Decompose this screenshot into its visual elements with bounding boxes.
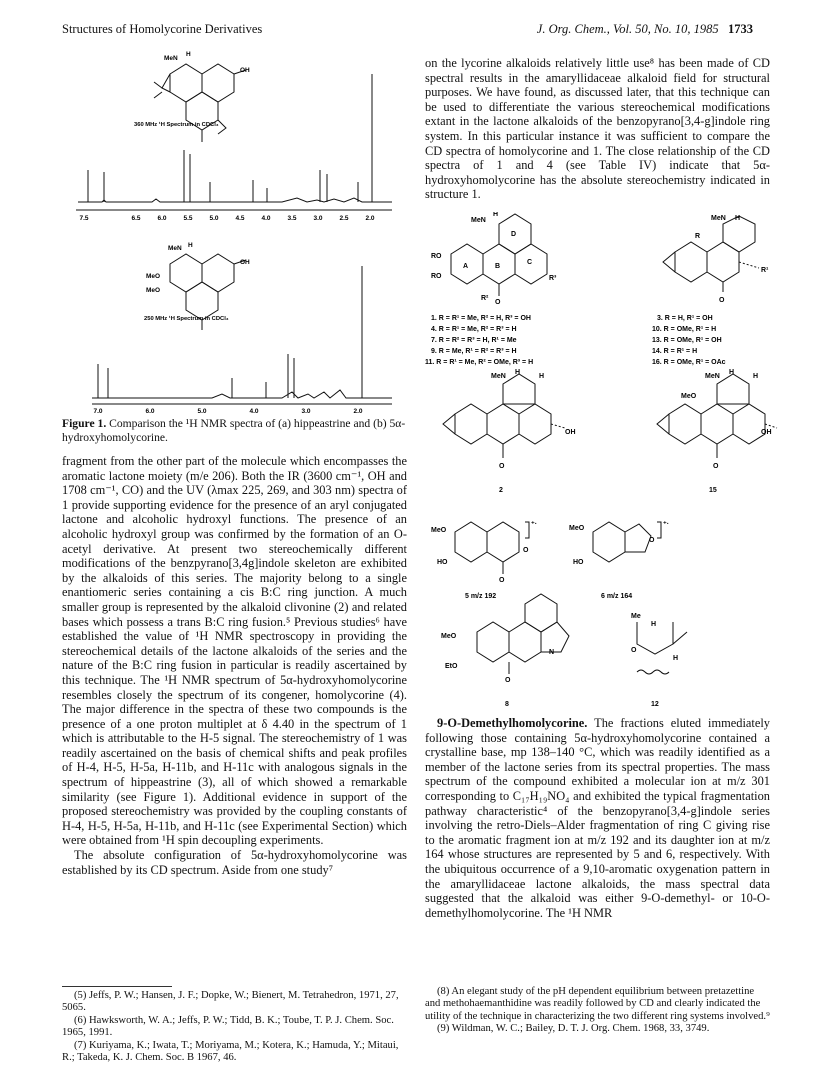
footnotes-left bbox=[62, 990, 407, 1064]
svg-text:10. R = OMe, R¹ = H: 10. R = OMe, R¹ = H bbox=[652, 326, 717, 333]
left-paragraph-1: fragment from the other part of the molecule which encompasses the aromatic lactone moiety (m/e 206). Both the IR (3600 cm⁻¹, OH and 1708 cm⁻¹, CO) and the UV (λmax 225, 269, and 303 nm) spectra of 1 provide supporting evidence for the presence of an aryl conjugated lactone and alcoholic hydroxyl functions. The presence of an alcoholic hydroxyl group was confirmed by the formation of an O-acetyl derivative. At present two stereochemically different modifications of the benzpyrano[3,4g]indole skeleton are exhibited by the alkaloids of this series. The majority belong to a single enantiomeric series containing a cis B:C ring junction. A much smaller group is represented by the alkaloid clivonine (2) and related bases which possess a trans B:C ring fusion.⁵ Previous studies⁶ have established the value of ¹H NMR spectroscopy in providing the stereochemical details of the lactone alkaloids of the series and the nature of the B:C ring fusion in particular is readily ascertained by this technique. The ¹H NMR spectrum of 5α-hydroxyhomolycorine resembles closely the spectrum of its congener, homolycorine (4). The major difference in the spectra of these two compounds is the presence of a one proton multiplet at δ 4.40 in the spectrum of 1 which is attributable to the H-5 signal. The stereochemistry of 1 was readily ascertained on the basis of chemical shifts and peak profiles of H-4, H-5, H-5a, H-11b, and H-11c with analogous signals in the spectrum of hippeastrine (3), all of which showed a remarkable similarity (see Figure 1). Additional evidence in support of the proposed stereochemistry was provided by the coupling constants of H-4, H-5, H-5a, H-11b, and H-11c (see Experimental Section) which were obtained from ¹H spin decoupling experiments. bbox=[62, 454, 407, 848]
svg-text:5.0: 5.0 bbox=[197, 408, 207, 414]
right-paragraph-2: The fractions eluted immediately following those containing 5α-hydroxyhomolycorine contained a crystalline base, mp 138–140 °C, which was readily identified as a member of the lactone series from its spectral properties. The mass spectrum of the compound exhibited a molecular ion at m/z 301 corresponding to C₁₇H₁₉NO₄ and exhibited the typical fragmentation pathway characteristic⁴ of the benzopyrano[3,4-g]indole series involving the retro-Diels–Alder fragmentation of ring C giving rise to the aromatic fragment ion at m/z 192 and its daughter ion at m/z 164 whose structures are represented by 5 and 6, respectively. With the ubiquitous occurrence of a 9,10-aromatic oxygenation pattern in the amaryllidaceae lactone alkaloids, the mass spectral data suggested that the alkaloid was either 9-O-demethyl- or 10-O-demethylhomolycorine. The ¹H NMR bbox=[425, 716, 770, 920]
structure-hippeastrine bbox=[154, 64, 246, 142]
figure-caption-text: Comparison the ¹H NMR spectra of (a) hippeastrine and (b) 5α-hydroxyhomolycorine. bbox=[62, 417, 406, 444]
label-oh-15: OH bbox=[761, 429, 772, 436]
svg-text:2.0: 2.0 bbox=[353, 408, 363, 414]
section-heading-9-o-demethylhomolycorine: 9-O-Demethylhomolycorine. bbox=[437, 716, 588, 730]
label-o-carbonyl-3: O bbox=[719, 297, 725, 304]
label-o-15: O bbox=[713, 463, 719, 470]
footnote-8: (8) An elegant study of the pH dependent equilibrium between pretazettine and methohaemanthidine was readily followed by CD and clearly indicated the utility of the technique in characterizing the two different ring systems involved.⁹ bbox=[425, 986, 770, 1022]
svg-text:2.5: 2.5 bbox=[339, 215, 349, 222]
svg-text:7.0: 7.0 bbox=[93, 408, 103, 414]
svg-text:3. R = H, R¹ = OH: 3. R = H, R¹ = OH bbox=[657, 315, 713, 322]
label-o-12: O bbox=[631, 647, 637, 654]
footnote-9: (9) Wildman, W. C.; Bailey, D. T. J. Org. Chem. 1968, 33, 3749. bbox=[437, 1023, 710, 1035]
footnote-rule-left bbox=[62, 986, 172, 987]
label-n-8: N bbox=[549, 649, 555, 656]
struct-a-oh: OH bbox=[240, 67, 250, 74]
svg-text:1. R = R¹ = Me, R² = H, R³ =: 1. R = R¹ = Me, R² = H, R³ = OH bbox=[431, 315, 531, 322]
svg-text:6.5: 6.5 bbox=[131, 215, 141, 222]
label-o-carbonyl-1: O bbox=[495, 299, 501, 306]
svg-text:5.0: 5.0 bbox=[209, 215, 219, 222]
compound-label-6: 6 m/z 164 bbox=[601, 593, 633, 600]
label-o-6: O bbox=[649, 537, 655, 544]
figure-caption-prefix: Figure 1. bbox=[62, 417, 107, 430]
compound-label-2: 2 bbox=[499, 487, 503, 494]
right-paragraph-1: on the lycorine alkaloids relatively little use⁸ has been made of CD spectral results in the amaryllidaceae alkaloid field for structural purposes. We have found, as discussed later, that this technique can be used to differentiate the various stereochemical modifications extant in the lactone alkaloids of the benzopyrano[3,4-g]indole ring system. In this particular instance it was sufficient to compare the CD spectra of homolycorine and 1. The close relationship of the CD spectra of 1 and 4 (see Table IV) indicate that 5α-hydroxyhomolycorine has the absolute stereochemistry indicated in structure 1. bbox=[425, 56, 770, 202]
figure-1-caption bbox=[62, 417, 407, 444]
label-ring-a: A bbox=[463, 263, 469, 270]
label-o-5-carbonyl: O bbox=[499, 577, 505, 584]
compound-label-15: 15 bbox=[709, 487, 717, 494]
left-column-text bbox=[62, 454, 407, 877]
svg-text:13. R = OMe, R¹ = OH: 13. R = OMe, R¹ = OH bbox=[652, 337, 722, 344]
svg-text:3.0: 3.0 bbox=[313, 215, 323, 222]
label-oh-2: OH bbox=[565, 429, 576, 436]
svg-text:4.5: 4.5 bbox=[235, 215, 245, 222]
figure-1-nmr-spectra bbox=[62, 42, 407, 414]
svg-text:6.0: 6.0 bbox=[157, 215, 167, 222]
label-h-1: H bbox=[493, 212, 499, 218]
structure-5-fragment bbox=[455, 522, 529, 574]
label-ring-d: D bbox=[511, 231, 517, 238]
structure-15 bbox=[657, 374, 777, 458]
structure-12 bbox=[637, 622, 687, 674]
compound-label-12: 12 bbox=[651, 701, 659, 708]
label-ro-2: RO bbox=[431, 273, 442, 280]
footnotes-right bbox=[425, 986, 770, 1036]
label-me-12: Me bbox=[631, 613, 641, 620]
svg-text:3.0: 3.0 bbox=[301, 408, 311, 414]
label-h-12a: H bbox=[651, 621, 657, 628]
svg-text:3.5: 3.5 bbox=[287, 215, 297, 222]
svg-text:9. R = Me, R¹ = R² = R³ = H: 9. R = Me, R¹ = R² = R³ = H bbox=[431, 348, 517, 355]
label-men-3: MeN bbox=[711, 215, 726, 222]
spectrum-b-label: 250 MHz ¹H Spectrum in CDCl₃ bbox=[144, 316, 229, 322]
svg-text:5.5: 5.5 bbox=[183, 215, 193, 222]
label-meo-5: MeO bbox=[431, 527, 447, 534]
page-number: 1733 bbox=[728, 22, 753, 36]
svg-text:16. R = OMe, R¹ = OAc: 16. R = OMe, R¹ = OAc bbox=[652, 359, 726, 366]
label-r1: R¹ bbox=[761, 267, 769, 274]
label-h-3: H bbox=[735, 215, 741, 222]
left-paragraph-2: The absolute configuration of 5α-hydroxyhomolycorine was established by its CD spectrum. Aside from one study⁷ bbox=[62, 848, 407, 877]
struct-a-men: MeN bbox=[164, 55, 178, 62]
struct-b-meo-2: MeO bbox=[146, 287, 161, 294]
label-ro-1: RO bbox=[431, 253, 442, 260]
struct-b-meo-1: MeO bbox=[146, 273, 161, 280]
label-meo-6: MeO bbox=[569, 525, 585, 532]
struct-b-h: H bbox=[188, 242, 193, 249]
chemical-structures bbox=[425, 212, 780, 712]
spectrum-a-peaks bbox=[88, 74, 372, 202]
spectrum-b bbox=[92, 242, 392, 414]
label-r3: R³ bbox=[549, 275, 557, 282]
label-r: R bbox=[695, 233, 701, 240]
label-ho-5: HO bbox=[437, 559, 448, 566]
label-meo-8: MeO bbox=[441, 633, 457, 640]
label-ring-b: B bbox=[495, 263, 501, 270]
structure-2-clivonine bbox=[443, 374, 565, 458]
compound-label-5: 5 m/z 192 bbox=[465, 593, 497, 600]
label-r2: R² bbox=[481, 295, 489, 302]
struct-b-oh: OH bbox=[240, 259, 250, 266]
svg-text:2.0: 2.0 bbox=[365, 215, 375, 222]
spectrum-a bbox=[76, 51, 392, 222]
compound-list-right bbox=[652, 315, 726, 366]
label-radical-6: ⁺· bbox=[663, 521, 670, 528]
svg-text:4.0: 4.0 bbox=[261, 215, 271, 222]
label-radical-5: ⁺· bbox=[531, 521, 538, 528]
right-column-bottom-text bbox=[425, 716, 770, 920]
structure-general-lactone bbox=[451, 214, 547, 296]
label-h-2b: H bbox=[539, 373, 545, 380]
label-o-2: O bbox=[499, 463, 505, 470]
struct-b-men: MeN bbox=[168, 245, 182, 252]
footnote-5: (5) Jeffs, P. W.; Hansen, J. F.; Dopke, W.; Bienert, M. Tetrahedron, 1971, 27, 5065. bbox=[62, 990, 399, 1014]
svg-text:4.0: 4.0 bbox=[249, 408, 259, 414]
label-meo-15: MeO bbox=[681, 393, 697, 400]
label-eto-8: EtO bbox=[445, 663, 458, 670]
spectrum-b-peaks bbox=[98, 266, 362, 398]
label-ho-6: HO bbox=[573, 559, 584, 566]
journal-citation: J. Org. Chem., Vol. 50, No. 10, 1985 bbox=[536, 22, 719, 36]
svg-text:6.0: 6.0 bbox=[145, 408, 155, 414]
running-header-title: Structures of Homolycorine Derivatives bbox=[62, 22, 263, 36]
svg-text:7.5: 7.5 bbox=[79, 215, 89, 222]
label-men-1: MeN bbox=[471, 217, 486, 224]
compound-list-left bbox=[425, 315, 533, 366]
struct-a-h: H bbox=[186, 51, 191, 58]
label-men-15: MeN bbox=[705, 373, 720, 380]
label-o-5-ring: O bbox=[523, 547, 529, 554]
label-h-15a: H bbox=[729, 369, 735, 376]
spectrum-b-axis-ticks bbox=[93, 408, 362, 414]
svg-text:11. R = R¹ = Me, R² = OMe, R³: 11. R = R¹ = Me, R² = OMe, R³ = H bbox=[425, 359, 534, 366]
compound-label-8: 8 bbox=[505, 701, 509, 708]
label-o-8: O bbox=[505, 677, 511, 684]
svg-text:7. R = R² = R³ = H, R¹ = Me: 7. R = R² = R³ = H, R¹ = Me bbox=[431, 337, 517, 344]
running-header-journal bbox=[537, 22, 753, 37]
svg-text:14. R = R¹ = H: 14. R = R¹ = H bbox=[652, 348, 698, 355]
spectrum-a-label: 360 MHz ¹H Spectrum in CDCl₃ bbox=[134, 122, 219, 128]
label-h-2a: H bbox=[515, 369, 521, 376]
footnote-7: (7) Kuriyama, K.; Iwata, T.; Moriyama, M.; Kotera, K.; Hamuda, Y.; Mitaui, R.; Takeda, K. J. Chem. Soc. B 1967, 46. bbox=[62, 1039, 399, 1064]
label-h-12b: H bbox=[673, 655, 679, 662]
structure-8 bbox=[477, 594, 569, 674]
label-ring-c: C bbox=[527, 259, 533, 266]
footnote-6: (6) Hawksworth, W. A.; Jeffs, P. W.; Tidd, B. K.; Toube, T. P. J. Chem. Soc. 1965, 1991. bbox=[62, 1014, 394, 1039]
spectrum-a-axis-ticks bbox=[79, 215, 374, 222]
right-column-top-text bbox=[425, 56, 770, 202]
label-men-2: MeN bbox=[491, 373, 506, 380]
label-h-15b: H bbox=[753, 373, 759, 380]
svg-text:4. R = R¹ = Me, R² = R³ = H: 4. R = R¹ = Me, R² = R³ = H bbox=[431, 326, 517, 333]
structure-general-methylenedioxy bbox=[663, 216, 759, 292]
